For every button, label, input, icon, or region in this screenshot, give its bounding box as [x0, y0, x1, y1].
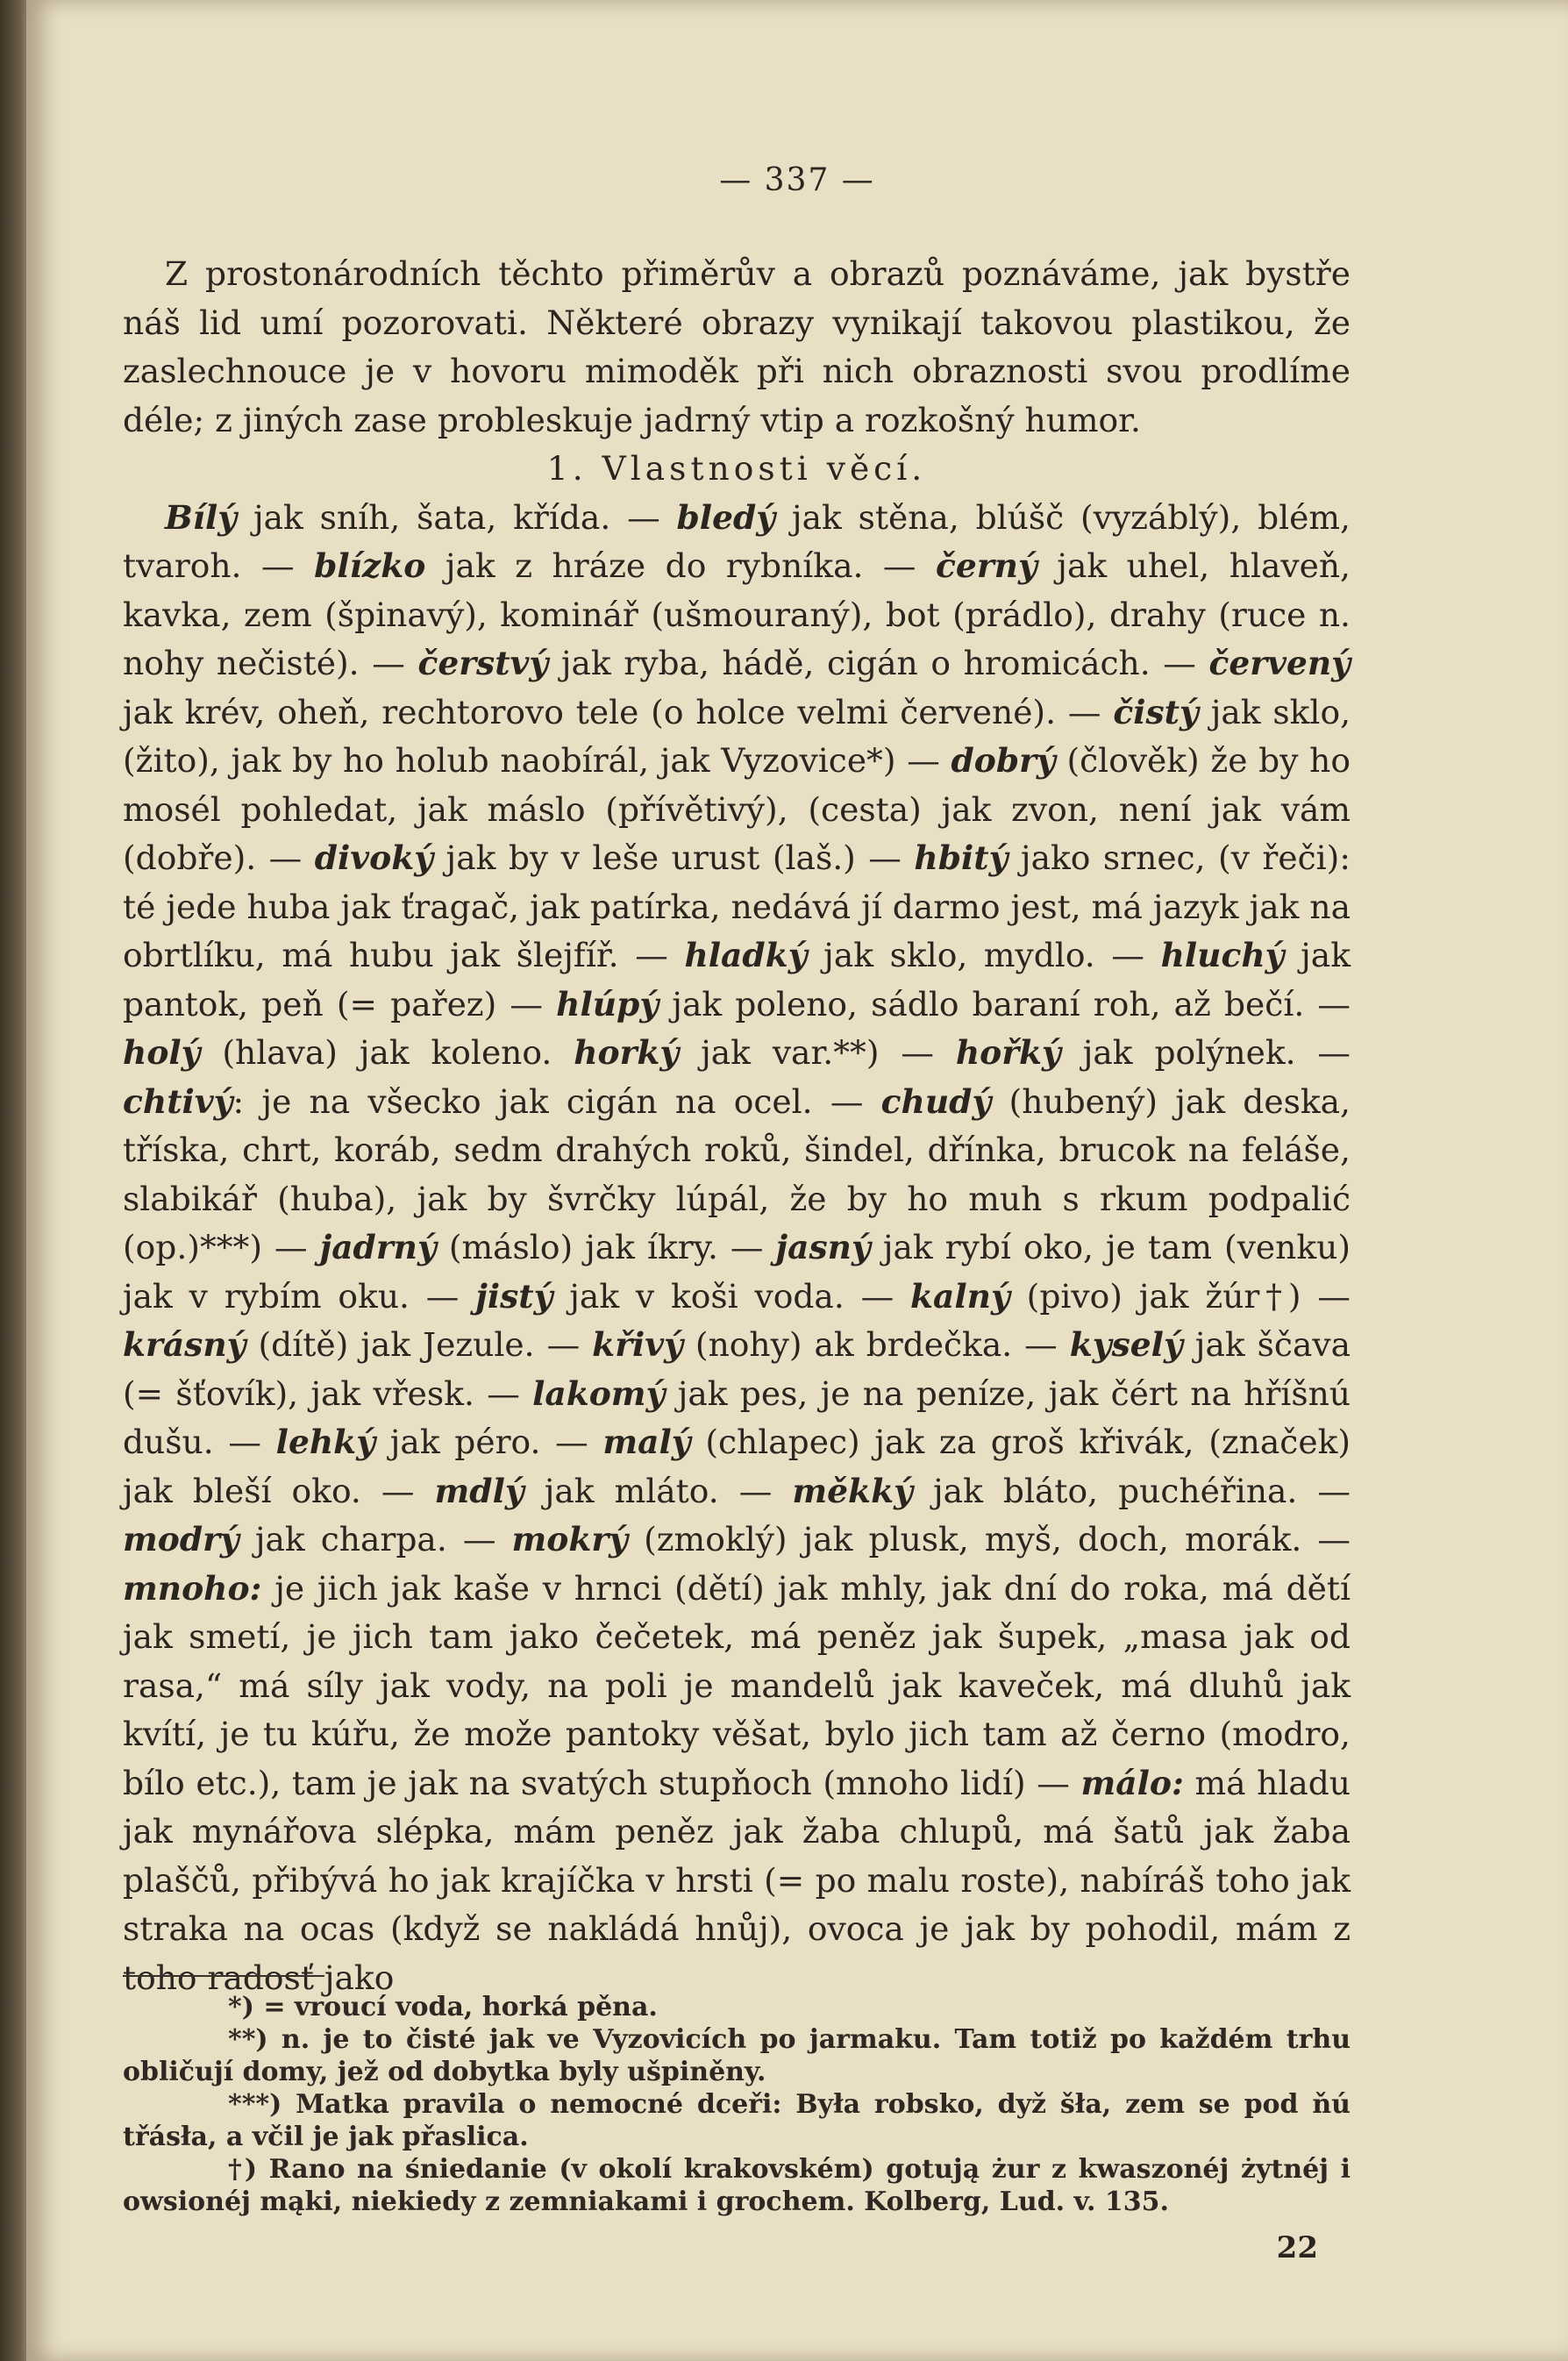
headword: lehký — [275, 1423, 376, 1461]
entry-text: jak pantok, peň (= pařez) — — [123, 936, 1351, 1024]
headword: malý — [602, 1423, 691, 1461]
headword: křivý — [592, 1325, 683, 1364]
signature-number: 22 — [1276, 2230, 1318, 2265]
entry-text: : je na všecko jak cigán na ocel. — — [232, 1081, 881, 1121]
entry-text: jak z hráze do rybníka. — — [425, 546, 937, 585]
entry-text: jak sníh, šata, křída. — — [237, 497, 677, 537]
entries-paragraph — [123, 494, 1351, 2003]
headword: měkký — [792, 1471, 913, 1510]
headword: krásný — [123, 1325, 246, 1364]
entry-text: jak polýnek. — — [1060, 1033, 1351, 1072]
headword: jistý — [475, 1276, 553, 1316]
entry-text: jak stěna, blúšč (vyzáblý), blém, tvaroh. — — [123, 497, 1351, 585]
page-number: — 337 — — [719, 162, 875, 198]
footnote-rule — [123, 1975, 324, 1977]
headword: dobrý — [951, 741, 1056, 780]
headword: kalný — [910, 1276, 1010, 1316]
headword: jasný — [775, 1228, 871, 1266]
headword: černý — [936, 546, 1037, 585]
entry-text: jak mláto. — — [524, 1471, 793, 1510]
headword: modrý — [123, 1520, 239, 1559]
headword: holý — [123, 1033, 201, 1072]
footnote: *) = vroucí voda, horká pěna. — [228, 1992, 658, 2022]
headword: hořký — [955, 1033, 1061, 1072]
entry-text: (hlava) jak koleno. — [200, 1033, 574, 1072]
headword: Bílý — [165, 497, 238, 537]
footnotes — [123, 1991, 1351, 2218]
entry-text: má hladu jak mynářova slépka, mám peněz jak žaba chlupů, má šatů jak žaba plaščů, přibývá ho jak krajíčka v hrsti (= po malu roste), nabíráš toho jak straka na ocas (když se nakládá hnůj), ovoca je jak by pohodil, mám z toho radosť jako — [123, 1763, 1351, 1997]
entry-text: jak v koši voda. — — [552, 1276, 911, 1316]
entry-text: jak ščava (= šťovík), jak vřesk. — — [123, 1325, 1351, 1413]
entry-text: jak krév, oheň, rechtorovo tele (o holce velmi červené). — — [123, 692, 1114, 731]
headword: hbitý — [914, 838, 1009, 877]
headword: červený — [1208, 644, 1351, 682]
entry-text: (dítě) jak Jezule. — — [246, 1325, 593, 1364]
entry-text: (člověk) že by ho mosél pohledat, jak máslo (přívětivý), (cesta) jak zvon, není jak vám (dobře). — — [123, 741, 1351, 877]
footnote: **) n. je to čisté jak ve Vyzovicích po jarmaku. Tam totiž po každém trhu obličují domy, jež od dobytka byly ušpiněny. — [123, 2024, 1351, 2087]
entry-text: jak ryba, hádě, cigán o hromicách. — — [548, 644, 1209, 682]
entry-text: (hubený) jak deska, tříska, chrt, koráb, sedm drahých roků, šindel, dřínka, brucok na feláše, slabikář (huba), jak by švrčky lúpál, že by ho muh s rkum podpalić (op.)***) — — [123, 1081, 1351, 1266]
entry-text: jak sklo, (žito), jak by ho holub naobírál, jak Vyzovice*) — — [123, 692, 1351, 780]
headword: hlúpý — [556, 984, 659, 1024]
headword: jadrný — [319, 1228, 437, 1266]
headword: málo: — [1080, 1763, 1184, 1802]
footnote: ***) Matka pravila o nemocné dceři: Była robsko, dyž šła, zem se pod ňú třásła, a včil je jak přaslica. — [123, 2089, 1351, 2152]
entry-text: (zmoklý) jak plusk, myš, doch, morák. — — [628, 1520, 1351, 1559]
entry-text: jak poleno, sádlo baraní roh, až bečí. — — [659, 984, 1351, 1024]
page-body — [123, 250, 1351, 2002]
headword: blízko — [314, 546, 426, 585]
headword: divoký — [314, 838, 434, 877]
entry-text: jak by v leše urust (laš.) — — [433, 838, 915, 877]
headword: mnoho: — [123, 1568, 262, 1608]
entry-text: jak péro. — — [375, 1423, 603, 1461]
headword: čistý — [1113, 692, 1199, 731]
headword: mokrý — [511, 1520, 629, 1559]
entry-text: (máslo) jak íkry. — — [436, 1228, 776, 1266]
entry-text: jak sklo, mydlo. — — [807, 936, 1161, 974]
book-page — [26, 0, 1568, 2361]
headword: kyselý — [1069, 1325, 1183, 1364]
headword: bledý — [676, 497, 776, 537]
entry-text: jak pes, je na peníze, jak čért na hříšnú dušu. — — [123, 1373, 1351, 1461]
headword: hluchý — [1160, 936, 1285, 974]
headword: chtivý — [123, 1081, 233, 1121]
entry-text: jako srnec, (v řeči): té jede huba jak ťragač, jak patírka, nedává jí darmo jest, má jazyk jak na obrtlíku, má hubu jak šlejfíř. — — [123, 838, 1351, 974]
entry-text: je jich jak kaše v hrnci (dětí) jak mhly, jak dní do roka, má dětí jak smetí, je jich tam jako čečetek, má peněz jak šupek, „masa jak od rasa,“ má síly jak vody, na poli je mandelů jak kaveček, má dluhů jak kvítí, je tu kúřu, že može pantoky věšat, bylo jich tam až černo (modro, bílo etc.), tam je jak na svatých stupňoch (mnoho lidí) — — [123, 1568, 1351, 1802]
headword: čerstvý — [417, 644, 549, 682]
headword: horký — [574, 1033, 680, 1072]
entry-text: jak uhel, hlaveň, kavka, zem (špinavý), kominář (ušmouraný), bot (prádlo), drahy (ruce n. nohy nečisté). — — [123, 546, 1351, 682]
headword: mdlý — [434, 1471, 524, 1510]
entry-text: jak charpa. — — [239, 1520, 512, 1559]
entry-text: jak bláto, puchéřina. — — [912, 1471, 1351, 1510]
headword: lakomý — [532, 1373, 666, 1413]
entry-text: (nohy) ak brdečka. — — [682, 1325, 1070, 1364]
entry-text: jak var.**) — — [679, 1033, 956, 1072]
headword: chudý — [880, 1081, 992, 1121]
entry-text: (pivo) jak žúr†) — — [1009, 1276, 1351, 1316]
entry-text: jak rybí oko, je tam (venku) jak v rybím oku. — — [123, 1228, 1351, 1316]
footnote: †) Rano na śniedanie (v okolí krakovském) gotują żur z kwaszonéj żytnéj i owsionéj mąki, niekiedy z zemniakami i grochem. Kolberg, Lud. v. 135. — [123, 2154, 1351, 2217]
entry-text: (chlapec) jak za groš křivák, (značek) jak bleší oko. — — [123, 1423, 1351, 1510]
section-title: 1. Vlastnosti věcí. — [546, 449, 927, 488]
intro-paragraph: Z prostonárodních těchto přiměrův a obrazů poznáváme, jak bystře náš lid umí pozorovati. Některé obrazy vynikají takovou plastikou, že zaslechnouce je v hovoru mimoděk při nich obraznosti svou prodlíme déle; z jiných zase probleskuje jadrný vtip a rozkošný humor. — [123, 254, 1351, 439]
headword: hladký — [684, 936, 808, 974]
